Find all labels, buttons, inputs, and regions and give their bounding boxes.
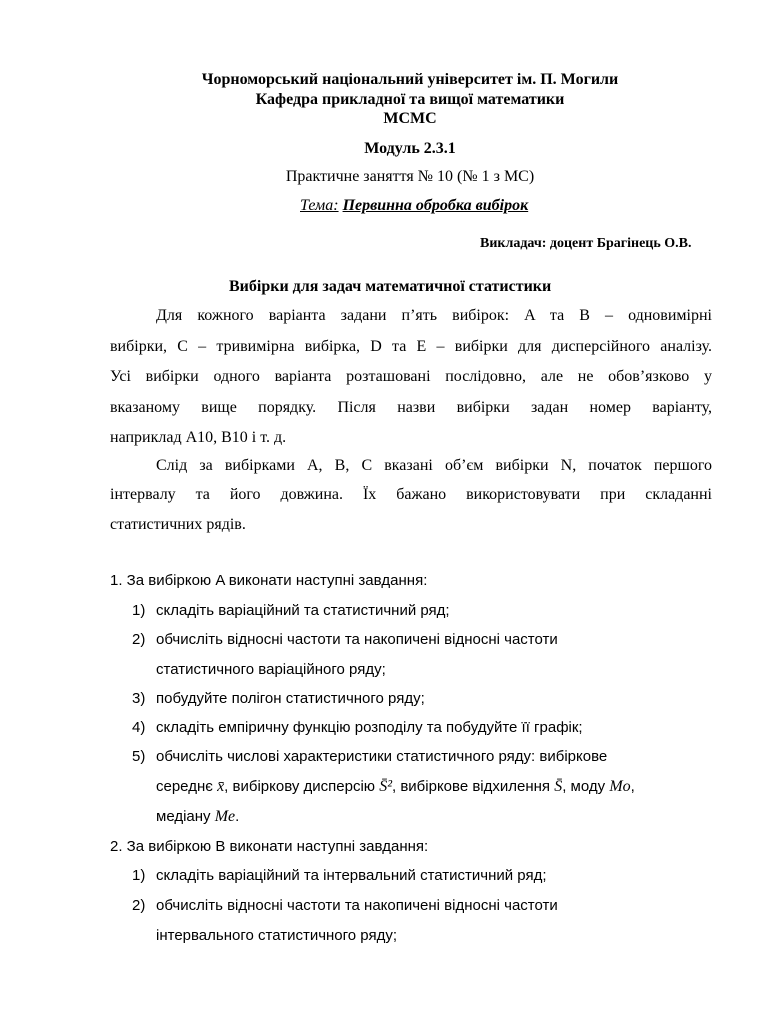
lecturer: Викладач: доцент Брагінець О.В. — [480, 236, 692, 251]
sample-deviation-symbol: S̄ — [554, 778, 563, 795]
task2-item-continuation: інтервального статистичного ряду; — [156, 927, 398, 944]
para2-line: Слід за вибірками A, B, C вказані об’єм вибірки N, початок першого — [156, 457, 712, 474]
text-fragment: , — [630, 778, 635, 795]
task1-item5-line2 — [156, 777, 635, 797]
text-fragment: , вибіркове відхилення — [392, 778, 555, 795]
sample-mean-symbol: x̄ — [217, 778, 225, 795]
text-fragment: медіану — [156, 808, 215, 825]
task1-item5-line3 — [156, 807, 239, 827]
task2-item-text: складіть варіаційний та інтервальний статистичний ряд; — [156, 867, 547, 884]
task1-item-continuation: статистичного варіаційного ряду; — [156, 661, 386, 678]
task2-item-number: 1) — [132, 867, 146, 884]
sample-variance-symbol: S̄² — [379, 778, 392, 795]
text-fragment: , моду — [562, 778, 610, 795]
task1-item-number: 4) — [132, 719, 146, 736]
task2-item-number: 2) — [132, 897, 146, 914]
section-title: Вибірки для задач математичної статистики — [229, 278, 552, 295]
para2-line: інтервалу та його довжина. Їх бажано використовувати при складанні — [110, 486, 712, 503]
module-title: Модуль 2.3.1 — [364, 140, 456, 157]
mode-symbol: Mo — [609, 778, 631, 795]
university-name: Чорноморський національний університет ім. П. Могили — [201, 71, 619, 88]
task1-item-number: 2) — [132, 631, 146, 648]
course-name: МСМС — [383, 110, 437, 127]
task1-item-number: 5) — [132, 748, 146, 765]
topic-line — [300, 196, 528, 216]
task1-item-number: 1) — [132, 602, 146, 619]
topic-label: Тема: — [300, 197, 339, 214]
text-fragment: середнє — [156, 778, 218, 795]
para1-line: Усі вибірки одного варіанта розташовані послідовно, але не обов’язково у — [110, 368, 712, 385]
para1-line: вказаному вище порядку. Після назви вибірки задан номер варіанту, — [110, 399, 712, 416]
task1-item-text: складіть варіаційний та статистичний ряд; — [156, 602, 450, 619]
task1-item-text: обчисліть числові характеристики статистичного ряду: вибіркове — [156, 748, 608, 765]
task2-title: 2. За вибіркою B виконати наступні завдання: — [110, 838, 429, 855]
task1-item-number: 3) — [132, 690, 146, 707]
lesson-title: Практичне заняття № 10 (№ 1 з МС) — [285, 168, 535, 185]
task2-item-text: обчисліть відносні частоти та накопичені відносні частоти — [156, 897, 558, 914]
department-name: Кафедра прикладної та вищої математики — [255, 91, 565, 108]
para1-line: вибірки, C – тривимірна вибірка, D та E – вибірки для дисперсійного аналізу. — [110, 338, 712, 355]
topic-title: Первинна обробка вибірок — [342, 197, 529, 214]
task1-item-text: побудуйте полігон статистичного ряду; — [156, 690, 425, 707]
task1-title: 1. За вибіркою A виконати наступні завдання: — [110, 572, 428, 589]
task1-item-text: обчисліть відносні частоти та накопичені відносні частоти — [156, 631, 558, 648]
para2-line: статистичних рядів. — [110, 516, 246, 533]
median-symbol: Me — [214, 808, 236, 825]
text-fragment: . — [235, 808, 240, 825]
para1-line: наприклад A10, B10 і т. д. — [110, 429, 287, 446]
para1-line: Для кожного варіанта задани п’ять вибірок: A та B – одновимірні — [156, 307, 712, 324]
task1-item-text: складіть емпіричну функцію розподілу та побудуйте її графік; — [156, 719, 583, 736]
text-fragment: , вибіркову дисперсію — [224, 778, 380, 795]
